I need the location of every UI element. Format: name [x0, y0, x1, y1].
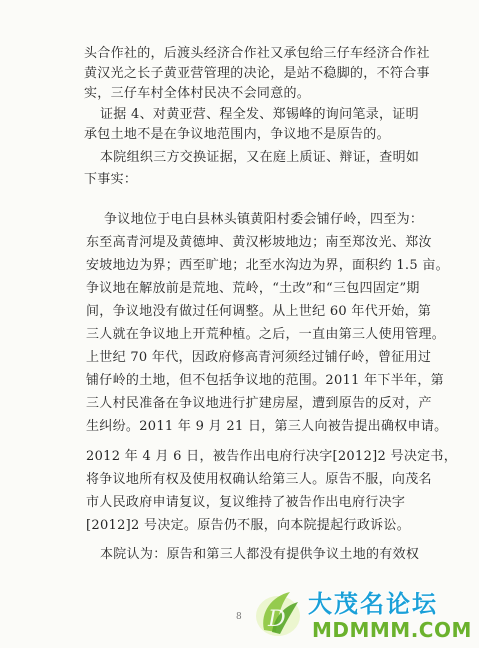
- text-line: 承包土地不是在争议地范围内，争议地不是原告的。: [84, 127, 390, 142]
- watermark-site-name: 大茂名论坛: [308, 590, 438, 618]
- page-number: 8: [236, 612, 242, 622]
- text-line: 2012 年 4 月 6 日，被告作出电府行决字[2012]2 号决定书，: [86, 449, 458, 464]
- text-line: 争议地位于电白县林头镇黄阳村委会铺仔岭，四至为：: [104, 212, 424, 227]
- text-line: 下事实：: [84, 172, 138, 187]
- text-line: [2012]2 号决定。原告仍不服，向本院提起行政诉讼。: [86, 518, 411, 533]
- text-line: 上世纪 70 年代，因政府修高青河须经过铺仔岭，曾征用过: [86, 350, 432, 365]
- text-line: 实，三仔车村全体村民决不会同意的。: [84, 86, 311, 101]
- svg-text:D: D: [268, 607, 286, 632]
- text-line: 铺仔岭的土地，但不包括争议地的范围。2011 年下半年，第: [86, 373, 444, 388]
- text-line: 证据 4、对黄亚营、程全发、郑锡峰的询问笔录，证明: [100, 107, 419, 122]
- text-line: 三人村民准备在争议地进行扩建房屋，遭到原告的反对，产: [86, 396, 432, 411]
- text-line: 本院组织三方交换证据，又在庭上质证、辩证，查明如: [100, 150, 420, 165]
- watermark-url: MDMMM.COM: [312, 618, 472, 642]
- text-line: 三人就在争议地上开荒种植。之后，一直由第三人使用管理。: [86, 327, 446, 342]
- text-line: 市人民政府申请复议，复议维持了被告作出电府行决字: [86, 495, 406, 510]
- text-line: 本院认为：原告和第三人都没有提供争议土地的有效权: [100, 547, 420, 562]
- text-line: 将争议地所有权及使用权确认给第三人。原告不服，向茂名: [86, 472, 432, 487]
- text-line: 争议地在解放前是荒地、荒岭，“土改”和“三包四固定”期: [86, 281, 420, 296]
- text-line: 东至高青河堤及黄德坤、黄汉彬坡地边；南至郑汝光、郑汝: [86, 235, 432, 250]
- text-line: 生纠纷。2011 年 9 月 21 日，第三人向被告提出确权申请。: [86, 419, 448, 434]
- text-line: 安坡地边为界；西至旷地；北至水沟边为界，面积约 1.5 亩。: [86, 258, 449, 273]
- text-line: 头合作社的，后渡头经济合作社又承包给三仔车经济合作社: [84, 46, 430, 61]
- site-logo-icon: [250, 582, 306, 642]
- text-line: 间，争议地没有做过任何调整。从上世纪 60 年代开始，第: [86, 304, 432, 319]
- watermark: [250, 582, 475, 646]
- text-line: 黄汉光之长子黄亚营管理的决论，是站不稳脚的，不符合事: [84, 66, 430, 81]
